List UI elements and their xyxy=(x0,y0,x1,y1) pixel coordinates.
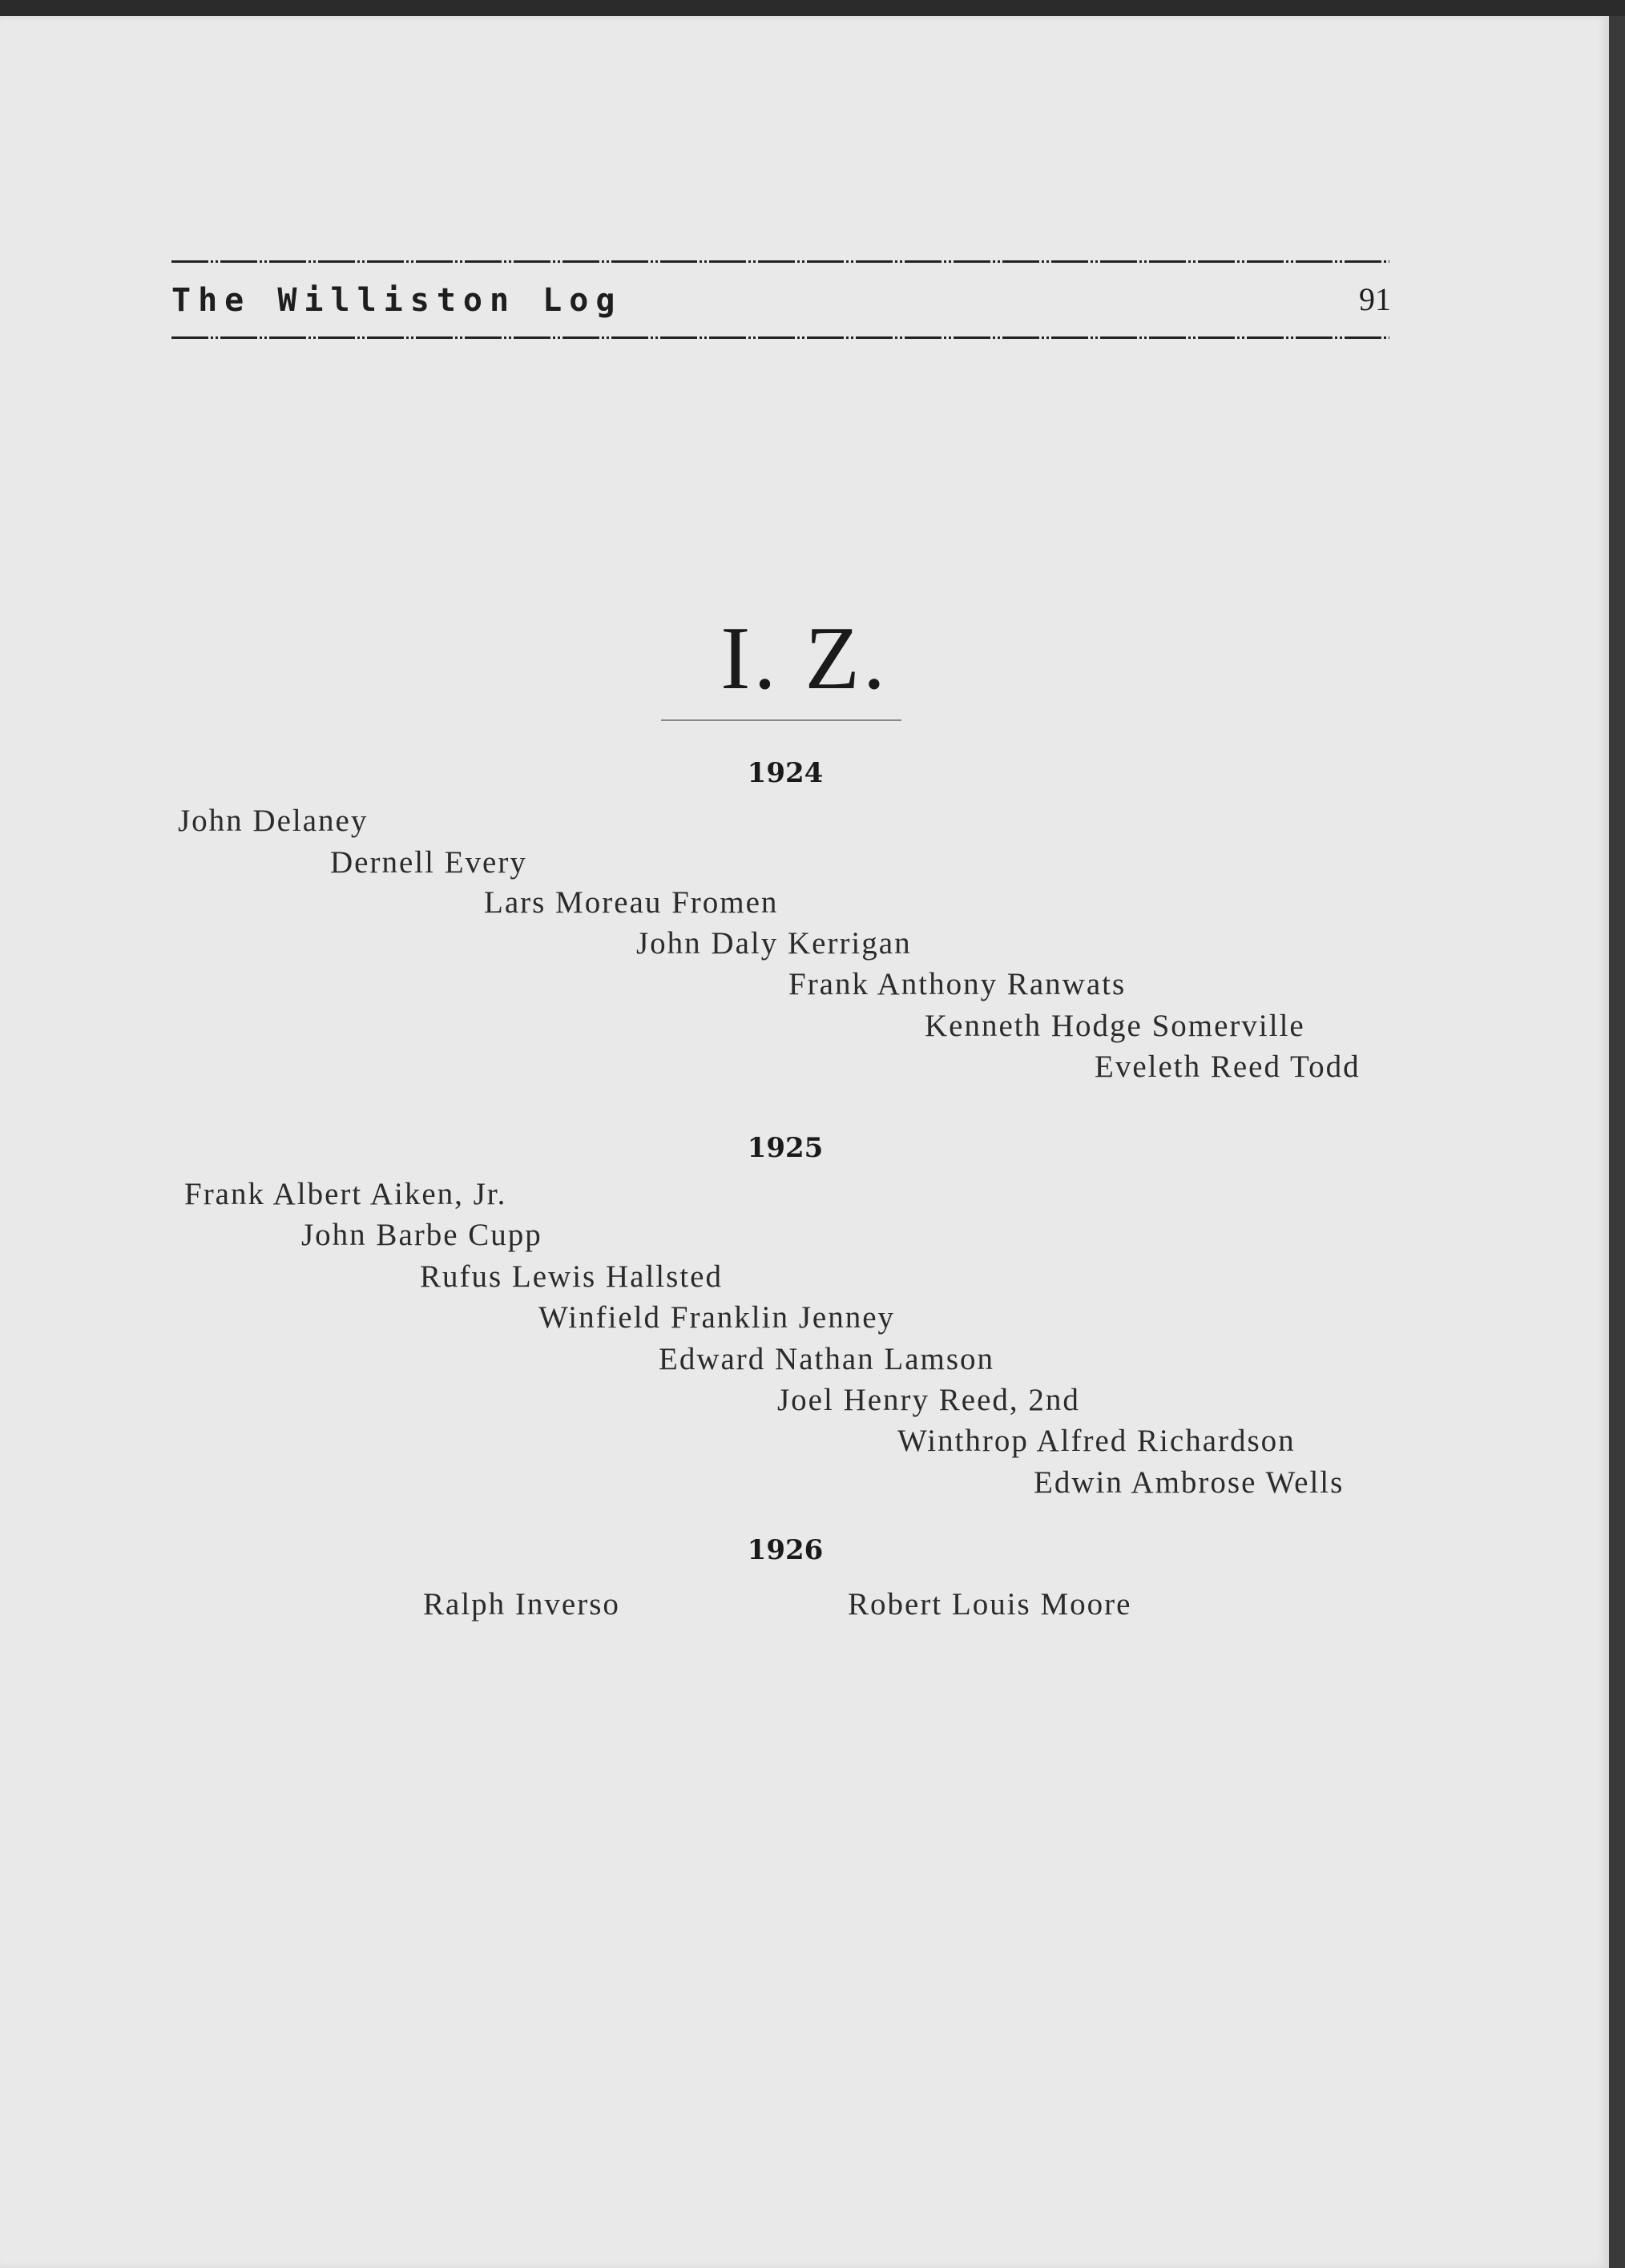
member-name: John Barbe Cupp xyxy=(301,1218,542,1252)
member-name: Eveleth Reed Todd xyxy=(1095,1049,1361,1084)
heading-rule xyxy=(661,719,901,721)
member-name: Joel Henry Reed, 2nd xyxy=(777,1383,1080,1417)
class-year-1924: 1924 xyxy=(747,757,824,789)
member-name: Frank Albert Aiken, Jr. xyxy=(184,1177,507,1211)
member-name: John Delaney xyxy=(178,804,369,838)
member-name: Kenneth Hodge Somerville xyxy=(925,1009,1305,1043)
page-number: 91 xyxy=(1359,281,1391,317)
header-rule-top xyxy=(171,259,1389,265)
member-name: Lars Moreau Fromen xyxy=(484,885,779,920)
member-name: Frank Anthony Ranwats xyxy=(788,967,1127,1001)
member-name: Edwin Ambrose Wells xyxy=(1034,1465,1345,1500)
class-year-1926: 1926 xyxy=(747,1534,824,1566)
section-heading: I. Z. xyxy=(720,609,889,708)
page-edge xyxy=(1609,16,1625,2268)
member-name: Robert Louis Moore xyxy=(848,1587,1132,1621)
running-title: The Williston Log xyxy=(171,282,623,319)
member-name: Winfield Franklin Jenney xyxy=(538,1300,896,1335)
member-name: John Daly Kerrigan xyxy=(636,926,912,961)
member-name: Dernell Every xyxy=(330,845,527,880)
header-rule-bottom xyxy=(171,335,1389,341)
member-name: Ralph Inverso xyxy=(423,1587,620,1621)
member-name: Winthrop Alfred Richardson xyxy=(897,1424,1296,1458)
member-name: Rufus Lewis Hallsted xyxy=(420,1259,723,1294)
member-name: Edward Nathan Lamson xyxy=(659,1342,995,1376)
class-year-1925: 1925 xyxy=(747,1132,824,1164)
